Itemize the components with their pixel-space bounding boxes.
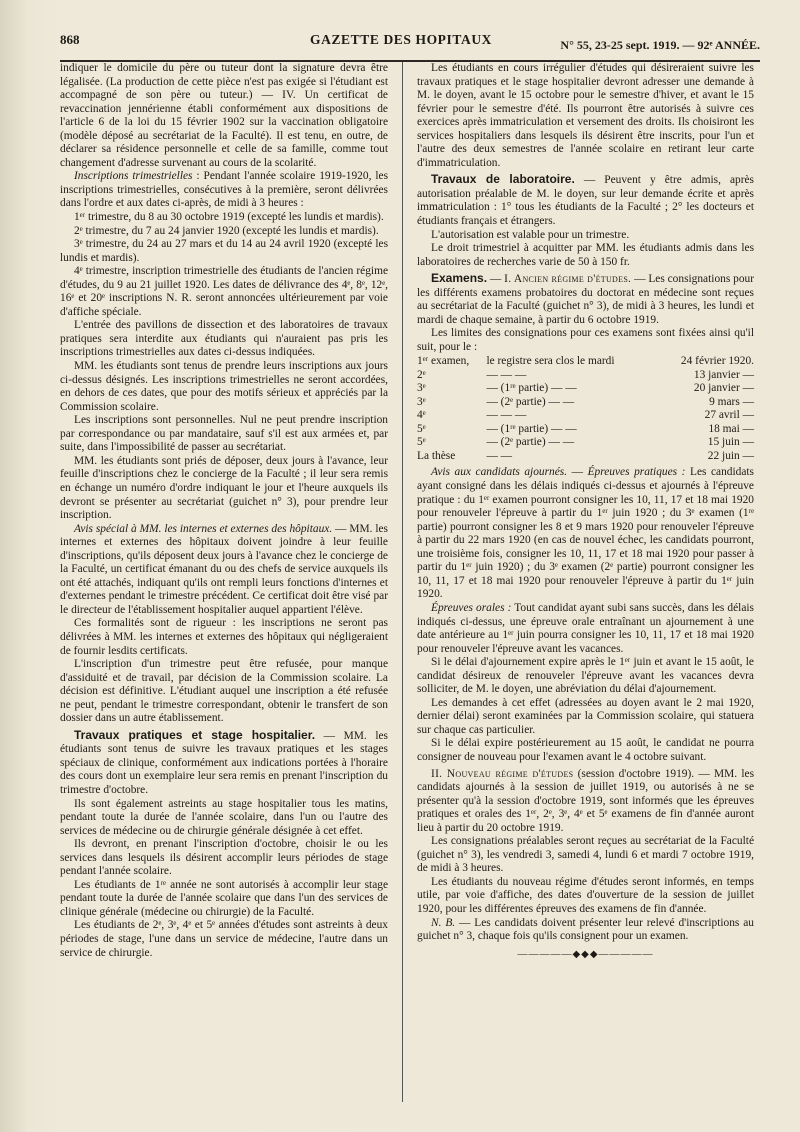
paragraph: Le droit trimestriel à acquitter par MM. les étudiants admis dans les laboratoires de recherches varie de 50 à 150 fr.	[417, 242, 754, 268]
schedule-exam: 1ᵉʳ examen,	[417, 355, 470, 368]
schedule-row	[417, 450, 754, 464]
schedule-row	[417, 355, 754, 369]
paragraph: Ces formalités sont de rigueur : les inscriptions ne seront pas délivrées à MM. les internes et externes des hôpitaux qui négligeraient de fournir lesdits certificats.	[60, 617, 388, 657]
schedule-exam: 5ᵉ	[417, 436, 426, 449]
section-title: Travaux pratiques et stage hospitalier.	[74, 727, 316, 742]
paragraph: Avis spécial à MM. les internes et externes des hôpitaux. — MM. les internes et externes des hôpitaux doivent joindre à leur feuille d'inscriptions, qu'ils déposent deux jours à l'avance chez le concierge de la Faculté, un certificat émanant du ou des chefs de service auxquels ils ont été attachés, indiquant qu'ils ont rempli leurs fonctions d'internes et d'externes pendant le trimestre précédent. Ce certificat doit être visé par le directeur de l'établissement hospitalier auquel appartient l'élève.	[60, 522, 388, 616]
run-in-title: Avis aux candidats ajournés.	[431, 466, 568, 479]
schedule-exam: 5ᵉ	[417, 422, 426, 435]
column-rule	[402, 62, 403, 1102]
schedule-row	[417, 369, 754, 383]
trimester-2: 2ᵉ trimestre, du 7 au 24 janvier 1920 (excepté les lundis et mardis).	[74, 224, 379, 237]
trimester-4: 4ᵉ trimestre, inscription trimestrielle des étudiants de l'ancien régime d'études, du 9 au 21 juillet 1920. Les dates de délivrance des 4ᵉ, 8ᵉ, 12ᵉ, 16ᵉ et 20ᵉ inscriptions N. R. seront annoncées ultérieurement par voie d'affiche spéciale.	[60, 265, 388, 318]
journal-title: GAZETTE DES HOPITAUX	[310, 32, 493, 47]
paragraph: L'entrée des pavillons de dissection et des laboratoires de travaux pratiques sera interdite aux étudiants qui n'auraient pas pris les inscriptions trimestrielles aux dates ci-dessus indiquées.	[60, 319, 388, 359]
paragraph: Si le délai d'ajournement expire après le 1ᵉʳ juin et avant le 15 août, le candidat désireux de renouveler l'épreuve avant les vacances devra solliciter, de M. le doyen, une abréviation du délai d'ajournement.	[417, 656, 754, 696]
paragraph: L'inscription d'un trimestre peut être refusée, pour manque d'assiduité et de travail, par décision de la Commission scolaire. La décision est définitive. L'étudiant auquel une inscription a été refusée ne peut, pendant le trimestre correspondant, obtenir le transfert de son dossier dans un autre établissement.	[60, 658, 388, 725]
paragraph: MM. les étudiants sont tenus de prendre leurs inscriptions aux jours ci-dessus désignés. Les inscriptions trimestrielles ne seront accordées, en dehors de ces dates, que pour des motifs sérieux et appréciés par la Commission scolaire.	[60, 360, 388, 413]
paragraph: Les inscriptions sont personnelles. Nul ne peut prendre inscription par correspondance ou par mandataire, sauf s'il est aux armées et, par suite, dans l'impossibilité de passer au secrétariat.	[60, 414, 388, 454]
exam-schedule-table	[417, 355, 754, 463]
schedule-rule: — —	[486, 449, 513, 462]
schedule-exam: 4ᵉ	[417, 409, 426, 422]
paragraph: Avis aux candidats ajournés. — Épreuves pratiques : Les candidats ayant consigné dans les délais indiqués ci-dessus et ajournés à l'épreuve pratique : du 1ᵉʳ examen pourront consigner les 10, 11, 17 et 18 mai 1920 pour renouveler l'épreuve à partir du 1ᵉʳ juin 1920 ; du 3ᵉ examen (1ʳᵉ partie) pourront consigner les 8 et 9 mars 1920 pour renouveler l'épreuve à partir du 22 mars 1920 (en cas de nouvel échec, les candidats pourront, une troisième fois, consigner les 10, 11, 17 et 18 mai 1920 pour passer à partir du 1ᵉʳ juin 1920) ; du 3ᵉ examen (2ᵉ partie) pourront consigner les 10, 11, 17 et 18 mai 1920 pour renouveler l'épreuve à partir du 1ᵉʳ juin 1920.	[417, 466, 754, 601]
schedule-rule: — (1ʳᵉ partie) — —	[486, 382, 577, 395]
section-nouveau-regime: II. Nouveau régime d'études (session d'octobre 1919). — MM. les candidats ajournés à la session de juillet 1919, ou autorisés à ne se présenter qu'à la session d'octobre 1919, sont informés que les épreuves pratiques et orales des 1ᵉʳ, 2ᵉ, 3ᵉ, 4ᵉ et 5ᵉ examens de fin d'année auront lieu à partir du 20 octobre 1919.	[417, 767, 755, 834]
trimester-1: 1ᵉʳ trimestre, du 8 au 30 octobre 1919 (excepté les lundis et mardis).	[74, 211, 384, 224]
schedule-date: 22 juin —	[707, 449, 754, 462]
schedule-rule: — — —	[486, 409, 527, 422]
paragraph: Épreuves orales : Tout candidat ayant subi sans succès, dans les délais indiqués ci-dessus, une épreuve orale entraînant un ajournement à une date antérieure au 1ᵉʳ juin pourra consigner les 10, 11, 17 et 18 mai 1920 pour renouveler l'épreuve avant les vacances.	[417, 601, 754, 655]
schedule-date: 18 mai —	[708, 422, 754, 435]
schedule-date: 27 avril —	[704, 409, 754, 422]
paragraph: Les étudiants de 2ᵉ, 3ᵉ, 4ᵉ et 5ᵉ années d'études sont astreints à deux périodes de stage, l'une dans un service de médecine, l'autre dans un service de chirurgie.	[60, 919, 388, 959]
schedule-rule: — — —	[486, 368, 527, 381]
right-column	[417, 62, 754, 961]
paragraph: Ils sont également astreints au stage hospitalier tous les matins, pendant toute la durée de l'année scolaire, dans l'un ou l'autre des services de médecine ou de chirurgie générale désignée à cet effet.	[60, 797, 388, 837]
nota-bene-label: N. B.	[431, 916, 456, 929]
run-in-title: Avis spécial à MM. les internes et externes des hôpitaux.	[74, 522, 333, 535]
paragraph: MM. les étudiants sont priés de déposer, deux jours à l'avance, leur feuille d'inscriptions chez le concierge de la Faculté ; il leur sera remis en échange un numéro d'ordre indiquant le jour et l'heure auxquels ils devront se présenter au secrétariat (guichet n° 3), pour prendre leur inscription.	[60, 454, 388, 522]
schedule-date: 9 mars —	[709, 395, 754, 408]
end-ornament: —————◆◆◆—————	[517, 948, 654, 960]
paragraph: Les demandes à cet effet (adressées au doyen avant le 2 mai 1920, dernier délai) seront examinées par la Commission scolaire, qui statuera sur chaque cas particulier.	[417, 696, 754, 736]
section-title: Travaux de laboratoire.	[431, 172, 575, 187]
schedule-date: 20 janvier —	[693, 382, 754, 395]
page-number: 868	[60, 32, 80, 47]
paragraph: indiquer le domicile du père ou tuteur dont la signature devra être légalisée. (La production de cette pièce n'est pas exigée si l'étudiant est accompagné de son père ou tuteur.) — IV. Un certificat de revaccination jennérienne établi conformément aux dispositions de l'article 6 de la loi du 15 février 1902 sur la vaccination obligatoire (modèle déposé au secrétariat de la Faculté). Il est tenu, en outre, de déclarer sa résidence personnelle et celle de sa famille, comme tout changement d'adresse survenant au cours de la scolarité.	[60, 62, 388, 169]
schedule-row	[417, 396, 754, 410]
left-column	[60, 62, 388, 960]
schedule-exam: La thèse	[417, 449, 456, 462]
schedule-rule: — (2ᵉ partie) — —	[486, 395, 575, 408]
paragraph: Les consignations préalables seront reçues au secrétariat de la Faculté (guichet n° 3), les vendredi 3, samedi 4, lundi 6 et mardi 7 octobre 1919, de midi à 3 heures.	[417, 835, 754, 875]
schedule-date: 15 juin —	[707, 436, 754, 449]
page-header	[60, 30, 760, 62]
schedule-exam: 2ᵉ	[417, 368, 426, 381]
trimester-3: 3ᵉ trimestre, du 24 au 27 mars et du 14 au 24 avril 1920 (excepté les lundis et mardis).	[60, 238, 388, 264]
run-in-subtitle: Épreuves pratiques :	[587, 466, 686, 479]
paragraph: Les limites des consignations pour ces examens sont fixées ainsi qu'il suit, pour le :	[417, 327, 754, 353]
schedule-row	[417, 382, 754, 396]
paragraph: Si le délai expire postérieurement au 15 août, le candidat ne pourra consigner de nouveau pour l'examen avant le 4 octobre suivant.	[417, 737, 754, 763]
schedule-exam: 3ᵉ	[417, 382, 426, 395]
section-title: Examens.	[431, 271, 488, 286]
schedule-row	[417, 409, 754, 423]
paragraph: Inscriptions trimestrielles : Pendant l'année scolaire 1919-1920, les inscriptions trimestrielles, consécutives à la première, seront délivrées dans l'ordre et aux dates ci-après, de midi à 3 heures :	[60, 170, 389, 210]
schedule-row	[417, 423, 754, 437]
schedule-rule: le registre sera clos le mardi	[486, 355, 615, 368]
issue-info: N° 55, 23-25 sept. 1919. — 92ᵉ ANNÉE.	[560, 38, 760, 52]
subsection-title: II. Nouveau régime d'études	[431, 767, 574, 780]
run-in-title: Épreuves orales :	[431, 601, 512, 614]
section-travaux-pratiques: Travaux pratiques et stage hospitalier. — MM. les étudiants sont tenus de suivre les travaux pratiques et les stages spéciaux de clinique, conformément aux indications portées à l'horaire des cours dont un exemplaire leur sera remis en prenant l'inscription du trimestre d'octobre.	[60, 727, 388, 796]
schedule-row	[417, 436, 754, 450]
schedule-date: 13 janvier —	[693, 368, 754, 381]
schedule-date: 24 février 1920.	[680, 355, 754, 368]
paragraph: Ils devront, en prenant l'inscription d'octobre, choisir le ou les services dans lesquels ils désirent accomplir leurs périodes de stage pendant l'année scolaire.	[60, 838, 388, 878]
schedule-exam: 3ᵉ	[417, 395, 426, 408]
section-examens: Examens. — I. Ancien régime d'études. — Les consignations pour les différents examens probatoires du doctorat en médecine sont reçues au secrétariat de la Faculté (guichet n° 3), de midi à 3 heures, les lundi et mardi de chaque semaine, à partir du 6 octobre 1919.	[417, 271, 755, 326]
paragraph: L'autorisation est valable pour un trimestre.	[431, 228, 630, 241]
schedule-rule: — (1ʳᵉ partie) — —	[486, 422, 577, 435]
paragraph: Les étudiants en cours irrégulier d'études qui désireraient suivre les travaux pratiques et le stage hospitalier devront adresser une demande à M. le doyen, avant le 15 octobre pour le semestre d'hiver, et avant le 15 février pour le semestre d'été. Ils pourront être autorisés à suivre ces exercices après immatriculation et versement des droits. Ils choisiront les services hospitaliers dans lesquels ils désirent être inscrits, pour l'un et l'autre des deux semestres de l'année scolaire en retirant leur carte d'immatriculation.	[417, 62, 754, 169]
subsection-title: I. Ancien régime d'études.	[504, 273, 632, 286]
schedule-rule: — (2ᵉ partie) — —	[486, 436, 575, 449]
paragraph: Les étudiants de 1ʳᵉ année ne sont autorisés à accomplir leur stage pendant toute la durée de l'année scolaire que dans l'un des services de clinique générale (médecine ou chirurgie) de la Faculté.	[60, 878, 388, 918]
section-travaux-laboratoire: Travaux de laboratoire. — Peuvent y être admis, après autorisation préalable de M. le doyen, sur leur demande écrite et après immatriculation : 1° tous les étudiants de la Faculté ; 2° les docteurs et étudiants français et étrangers.	[417, 172, 754, 228]
run-in-title: Inscriptions trimestrielles	[74, 170, 193, 183]
paragraph: N. B. — Les candidats doivent présenter leur relevé d'inscriptions au guichet n° 3, chaque fois qu'ils consignent pour un examen.	[417, 916, 754, 943]
paragraph: Les étudiants du nouveau régime d'études seront informés, en temps utile, par voie d'affiche, des dates d'ouverture de la session de juillet 1920, pour les différentes épreuves des examens de fin d'année.	[417, 875, 754, 915]
